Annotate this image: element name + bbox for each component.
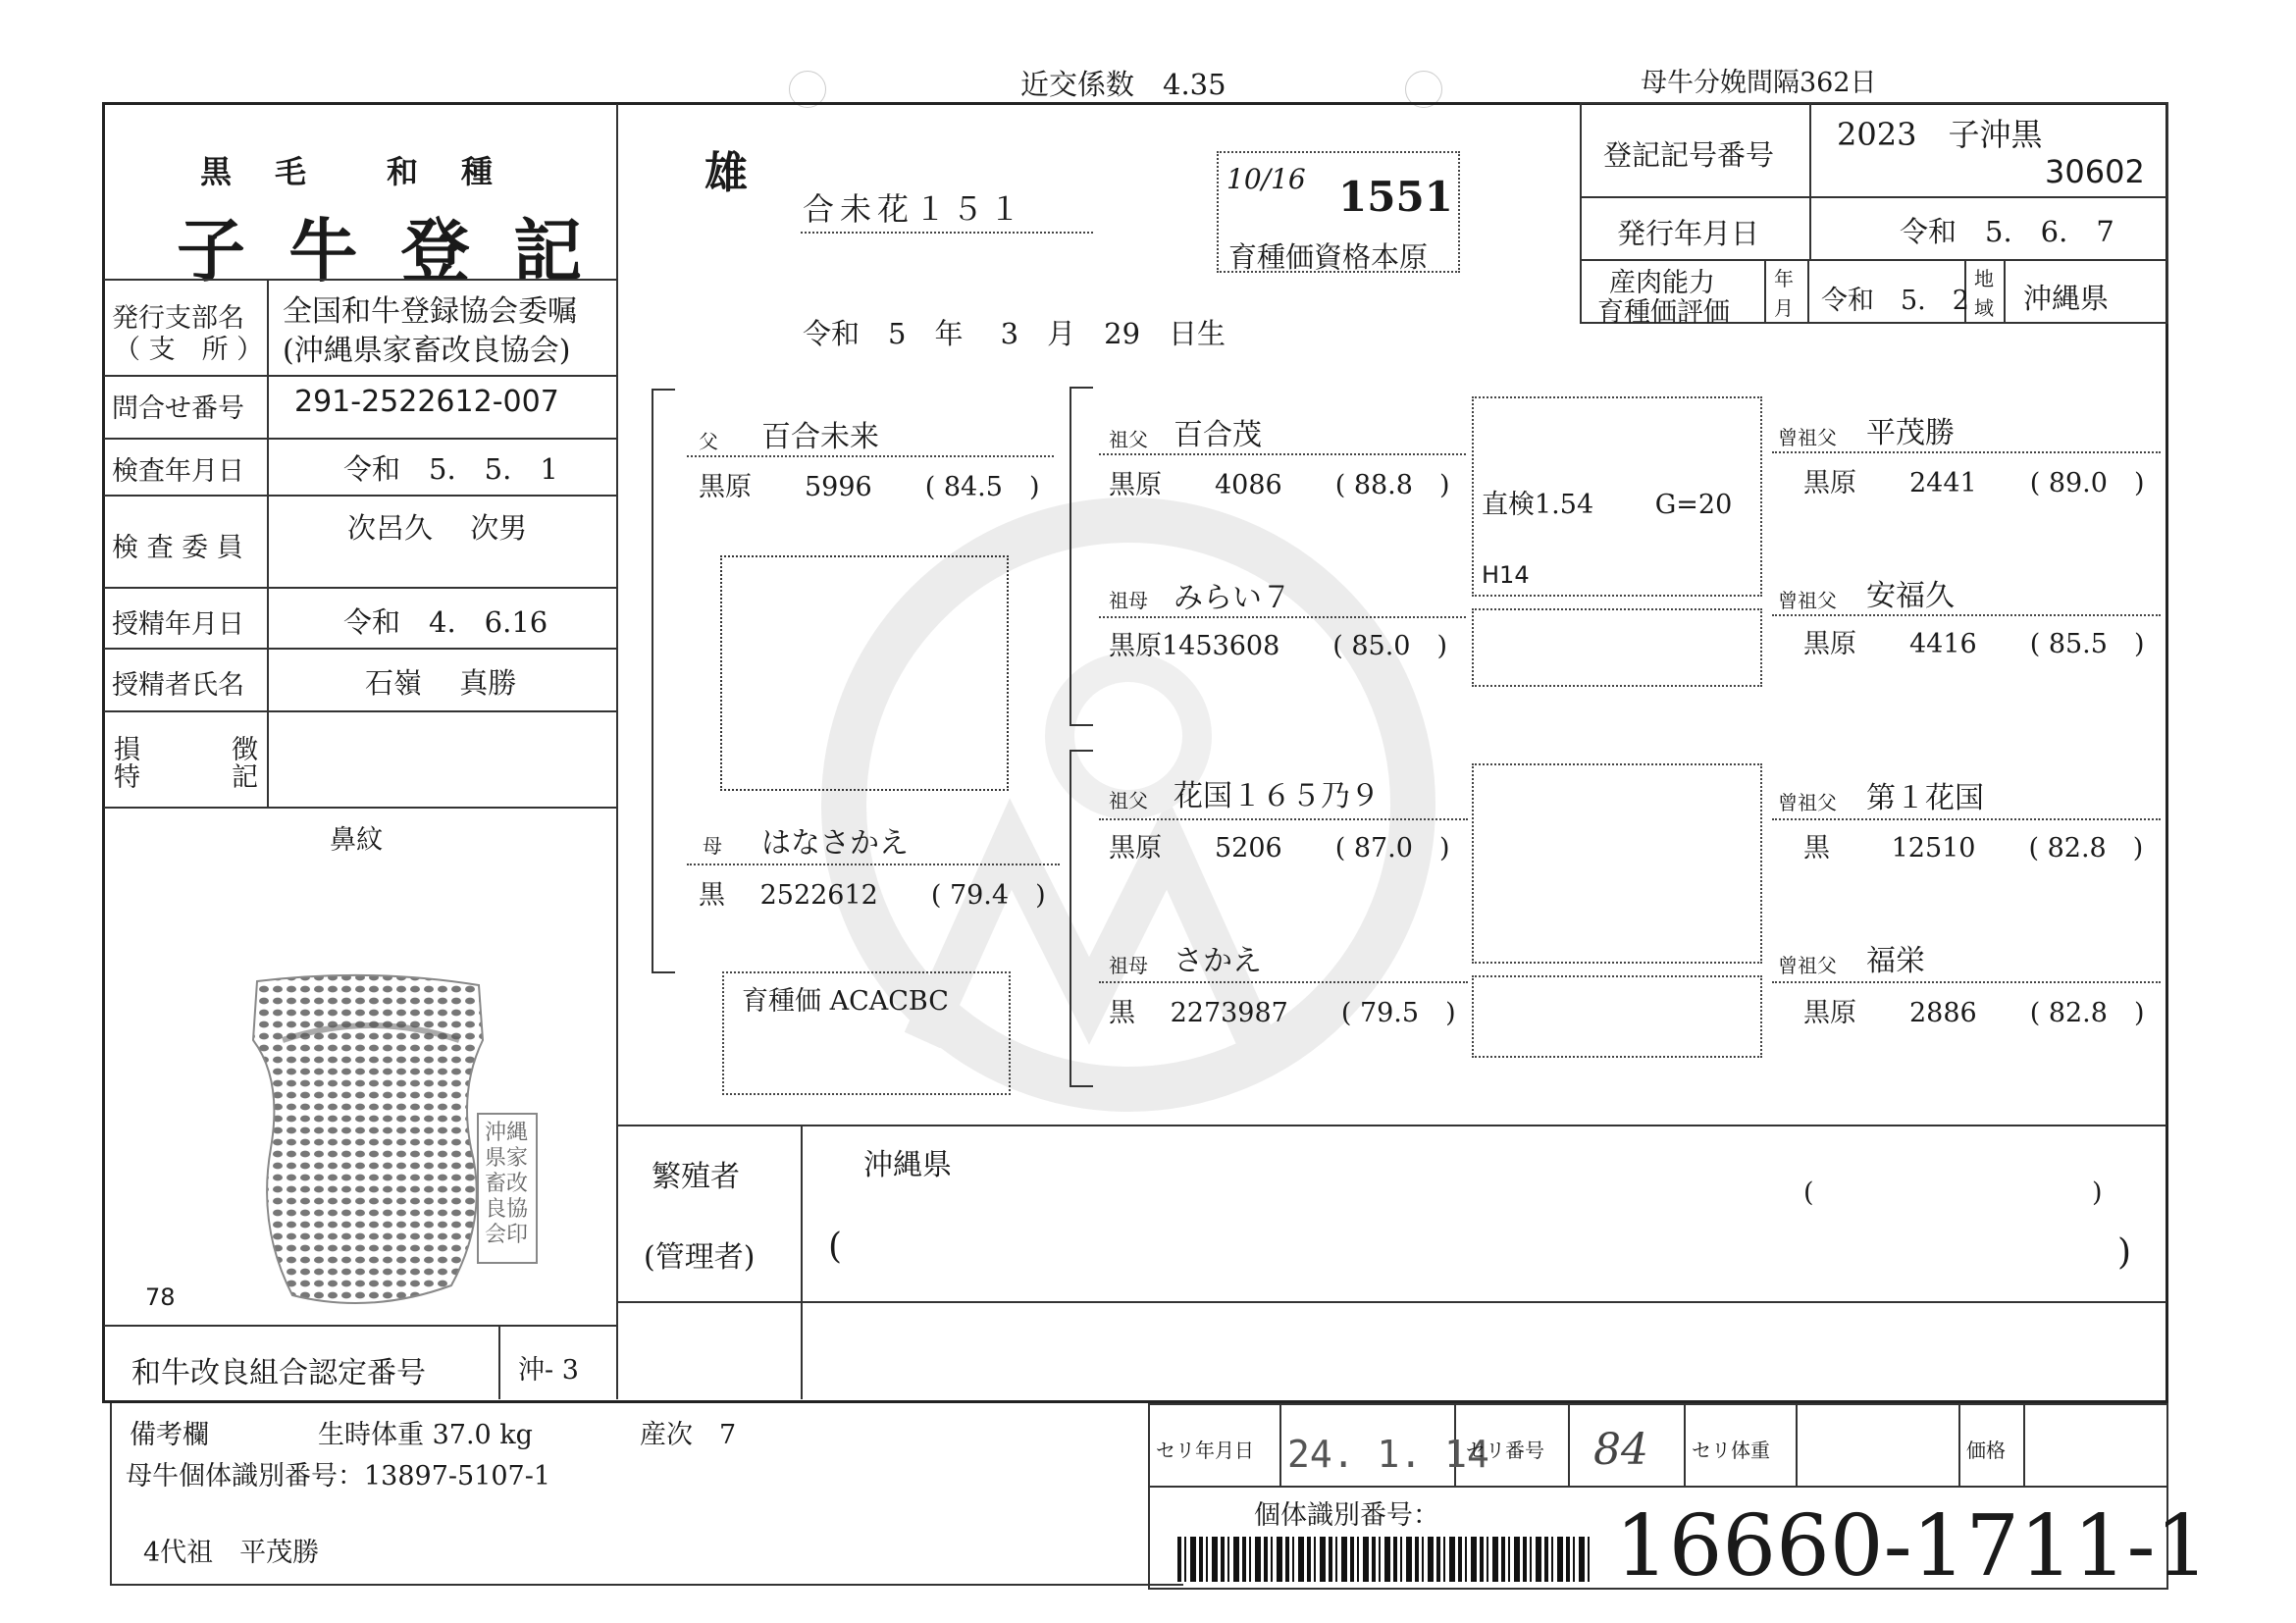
left-column-divider (616, 104, 618, 1399)
rule-v (1958, 1403, 1960, 1486)
breed-title: 黒 毛 和 種 (200, 153, 499, 190)
nose-print-image (243, 971, 498, 1315)
mgd-registration: 黒 2273987 ( 79.5 ) (1109, 998, 1456, 1028)
stamp-number: 1551 (1338, 173, 1453, 221)
pgd-role: 祖母 (1109, 589, 1148, 612)
stamp-handwritten: 10/16 (1226, 163, 1306, 195)
rule (104, 438, 616, 440)
dam-registration: 黒 2522612 ( 79.4 ) (699, 880, 1046, 911)
rule-v (110, 1403, 112, 1584)
issuer-value: 全国和牛登録協会委嘱 (283, 294, 577, 329)
ggs4-registration: 黒原 2886 ( 82.8 ) (1803, 998, 2145, 1028)
dotted-rule (687, 864, 1060, 865)
rule-v (1279, 1403, 1281, 1486)
region-label-sub: 域 (1974, 296, 1994, 320)
auction-date-value: 24. 1. 14 (1287, 1433, 1489, 1476)
inspection-date: 令和 5. 5. 1 (343, 452, 558, 486)
birth-date: 令和 5 年 3 月 29 日生 (803, 317, 1226, 350)
dam-name: はなさかえ (761, 826, 909, 861)
calving-interval: 母牛分娩間隔362日 (1641, 68, 1877, 98)
breeding-value: 育種価 ACACBC (742, 986, 949, 1017)
dam-role: 母 (703, 834, 722, 858)
inspector-name: 次呂久 次男 (347, 511, 528, 545)
barcode (1177, 1537, 1590, 1582)
breeder-value: 沖縄県 (863, 1148, 952, 1182)
empty-box (1472, 975, 1762, 1058)
ggs2-registration: 黒原 4416 ( 85.5 ) (1803, 629, 2145, 659)
rule (1148, 1486, 2168, 1488)
ggs3-name: 第１花国 (1866, 781, 1984, 815)
association-stamp-text: 沖縄県家畜改良協会印 (485, 1121, 529, 1247)
reg-number-line1: 2023 子沖黒 (1837, 116, 2043, 153)
pgd-registration: 黒原1453608 ( 85.0 ) (1109, 631, 1448, 661)
remarks-label: 備考欄 (130, 1420, 209, 1450)
inquiry-number: 291-2522612-007 (294, 385, 559, 419)
reg-number-line2: 30602 (2045, 153, 2145, 190)
name-underline (801, 232, 1093, 234)
sire-name: 百合未来 (761, 420, 879, 454)
assoc-cert-label: 和牛改良組合認定番号 (131, 1356, 426, 1390)
features-label: 特 (114, 762, 140, 793)
price-label: 価格 (1966, 1439, 2006, 1462)
ggs2-name: 安福久 (1866, 579, 1955, 613)
rule-v (2023, 1403, 2025, 1486)
dotted-rule (1099, 818, 1468, 820)
direct-test-year: H14 (1482, 561, 1530, 589)
rule-v (2004, 259, 2006, 324)
nose-print-number: 78 (145, 1283, 176, 1311)
parity: 産次 7 (640, 1420, 737, 1450)
mgs-registration: 黒原 5206 ( 87.0 ) (1109, 833, 1450, 864)
region-label: 地 (1974, 267, 1994, 290)
empty-box (1472, 763, 1762, 964)
pgs-name: 百合茂 (1174, 418, 1262, 452)
ggs1-name: 平茂勝 (1866, 416, 1955, 450)
mgd-role: 祖母 (1109, 954, 1148, 977)
pgd-name: みらい７ (1174, 581, 1291, 615)
birth-weight: 生時体重 37.0 kg (318, 1420, 533, 1450)
rule (104, 375, 616, 377)
rule (1580, 196, 2168, 198)
assoc-divider (498, 1325, 500, 1399)
ggs1-role: 曾祖父 (1778, 426, 1837, 449)
pgs-role: 祖父 (1109, 428, 1148, 451)
manager-close-paren: ) (2117, 1232, 2132, 1273)
dotted-rule (1099, 616, 1466, 618)
rule (104, 279, 616, 281)
ggs1-registration: 黒原 2441 ( 89.0 ) (1803, 468, 2145, 498)
inseminator-label: 授精者氏名 (112, 670, 244, 701)
rule (110, 1584, 1183, 1586)
label-divider (267, 279, 269, 809)
breeder-divider (801, 1125, 803, 1399)
rule-v (1568, 1403, 1570, 1486)
issuer-label: 発行支部名 (112, 303, 244, 334)
eval-label-sub: 育種価評価 (1597, 297, 1730, 328)
manager-label: (管理者) (644, 1240, 756, 1275)
dotted-rule (687, 455, 1054, 457)
inspection-date-label: 検査年月日 (112, 456, 244, 487)
dam-individual-id: 母牛個体識別番号：13897-5107-1 (126, 1461, 551, 1492)
eval-label: 産肉能力 (1609, 268, 1715, 298)
rule (104, 648, 616, 650)
inseminator-name: 石嶺 真勝 (365, 666, 517, 700)
insemination-date-label: 授精年月日 (112, 609, 244, 640)
eval-date: 令和 5. 2 (1821, 286, 1969, 316)
parents-bracket (652, 389, 675, 973)
rule (104, 587, 616, 589)
sire-role: 父 (699, 430, 718, 453)
ggs4-name: 福栄 (1866, 944, 1925, 978)
dotted-rule (1099, 981, 1468, 983)
photo-box (720, 555, 1009, 791)
insemination-date: 令和 4. 6.16 (343, 605, 548, 639)
issuer-label-sub: （ 支 所 ） (114, 335, 264, 365)
month-label: 月 (1774, 296, 1794, 320)
dotted-rule (1772, 451, 2161, 453)
dotted-rule (1772, 614, 2161, 616)
rule (104, 807, 616, 809)
breeder-open-paren: ( (1803, 1178, 1814, 1208)
stamp-text: 育種価資格本原 (1228, 240, 1429, 274)
individual-id-number: 16660-1711-1 (1615, 1497, 2210, 1596)
breeder-label: 繁殖者 (652, 1160, 740, 1194)
calf-sex: 雄 (704, 148, 748, 198)
ggs3-registration: 黒 12510 ( 82.8 ) (1803, 833, 2144, 864)
reg-number-label: 登記記号番号 (1603, 138, 1775, 172)
features-label: 記 (232, 762, 258, 793)
nose-print-label: 鼻紋 (330, 825, 383, 856)
rule (104, 1325, 616, 1327)
mgs-name: 花国１６５乃９ (1174, 779, 1380, 813)
ggs4-role: 曾祖父 (1778, 954, 1837, 977)
auction-weight-label: セリ体重 (1692, 1439, 1770, 1462)
individual-id-label: 個体識別番号： (1254, 1500, 1439, 1531)
ggs2-role: 曾祖父 (1778, 589, 1837, 612)
ggs3-role: 曾祖父 (1778, 791, 1837, 814)
rule-v (1796, 1403, 1798, 1486)
maternal-bracket (1070, 750, 1093, 1087)
dotted-rule (1772, 981, 2161, 983)
assoc-cert-number: 沖- 3 (518, 1355, 579, 1386)
empty-box (1472, 608, 1762, 687)
issue-date-label: 発行年月日 (1617, 217, 1760, 250)
rule (618, 1301, 2166, 1303)
mgd-name: さかえ (1174, 944, 1262, 978)
calf-name: 合未花１５１ (803, 190, 1027, 228)
features-label: 損 (114, 735, 140, 765)
direct-test: 直検1.54 G=20 (1482, 490, 1733, 520)
sire-registration: 黒原 5996 ( 84.5 ) (699, 472, 1040, 502)
features-label: 徴 (232, 735, 258, 765)
issue-date: 令和 5. 6. 7 (1900, 215, 2114, 248)
region-value: 沖縄県 (2023, 282, 2110, 315)
dotted-rule (1772, 818, 2161, 820)
auction-number-value: 84 (1593, 1425, 1648, 1475)
dotted-rule (1099, 453, 1466, 455)
rule (618, 1125, 2166, 1126)
association-stamp (477, 1113, 538, 1264)
inspector-label: 検 査 委 員 (112, 533, 243, 563)
fourth-ancestor: 4代祖 平茂勝 (143, 1538, 320, 1568)
paternal-bracket (1070, 387, 1093, 726)
year-label: 年 (1774, 267, 1794, 290)
main-title: 子 牛 登 記 (177, 210, 593, 291)
reg-divider (1809, 102, 1811, 259)
auction-date-label: セリ年月日 (1156, 1439, 1254, 1462)
issuer-value-sub: (沖縄県家畜改良協会) (283, 334, 571, 368)
breeder-close-paren: ) (2092, 1178, 2103, 1208)
auction-number-label: セリ番号 (1466, 1439, 1544, 1462)
rule (104, 495, 616, 497)
manager-open-paren: ( (828, 1227, 843, 1267)
pgs-registration: 黒原 4086 ( 88.8 ) (1109, 470, 1450, 500)
inbreeding-coefficient: 近交係数 4.35 (1020, 68, 1226, 101)
inquiry-label: 問合せ番号 (112, 393, 244, 424)
rule-v (1807, 259, 1809, 324)
rule-v (1764, 259, 1766, 324)
rule (104, 710, 616, 712)
rule-v (1684, 1403, 1686, 1486)
mgs-role: 祖父 (1109, 789, 1148, 812)
